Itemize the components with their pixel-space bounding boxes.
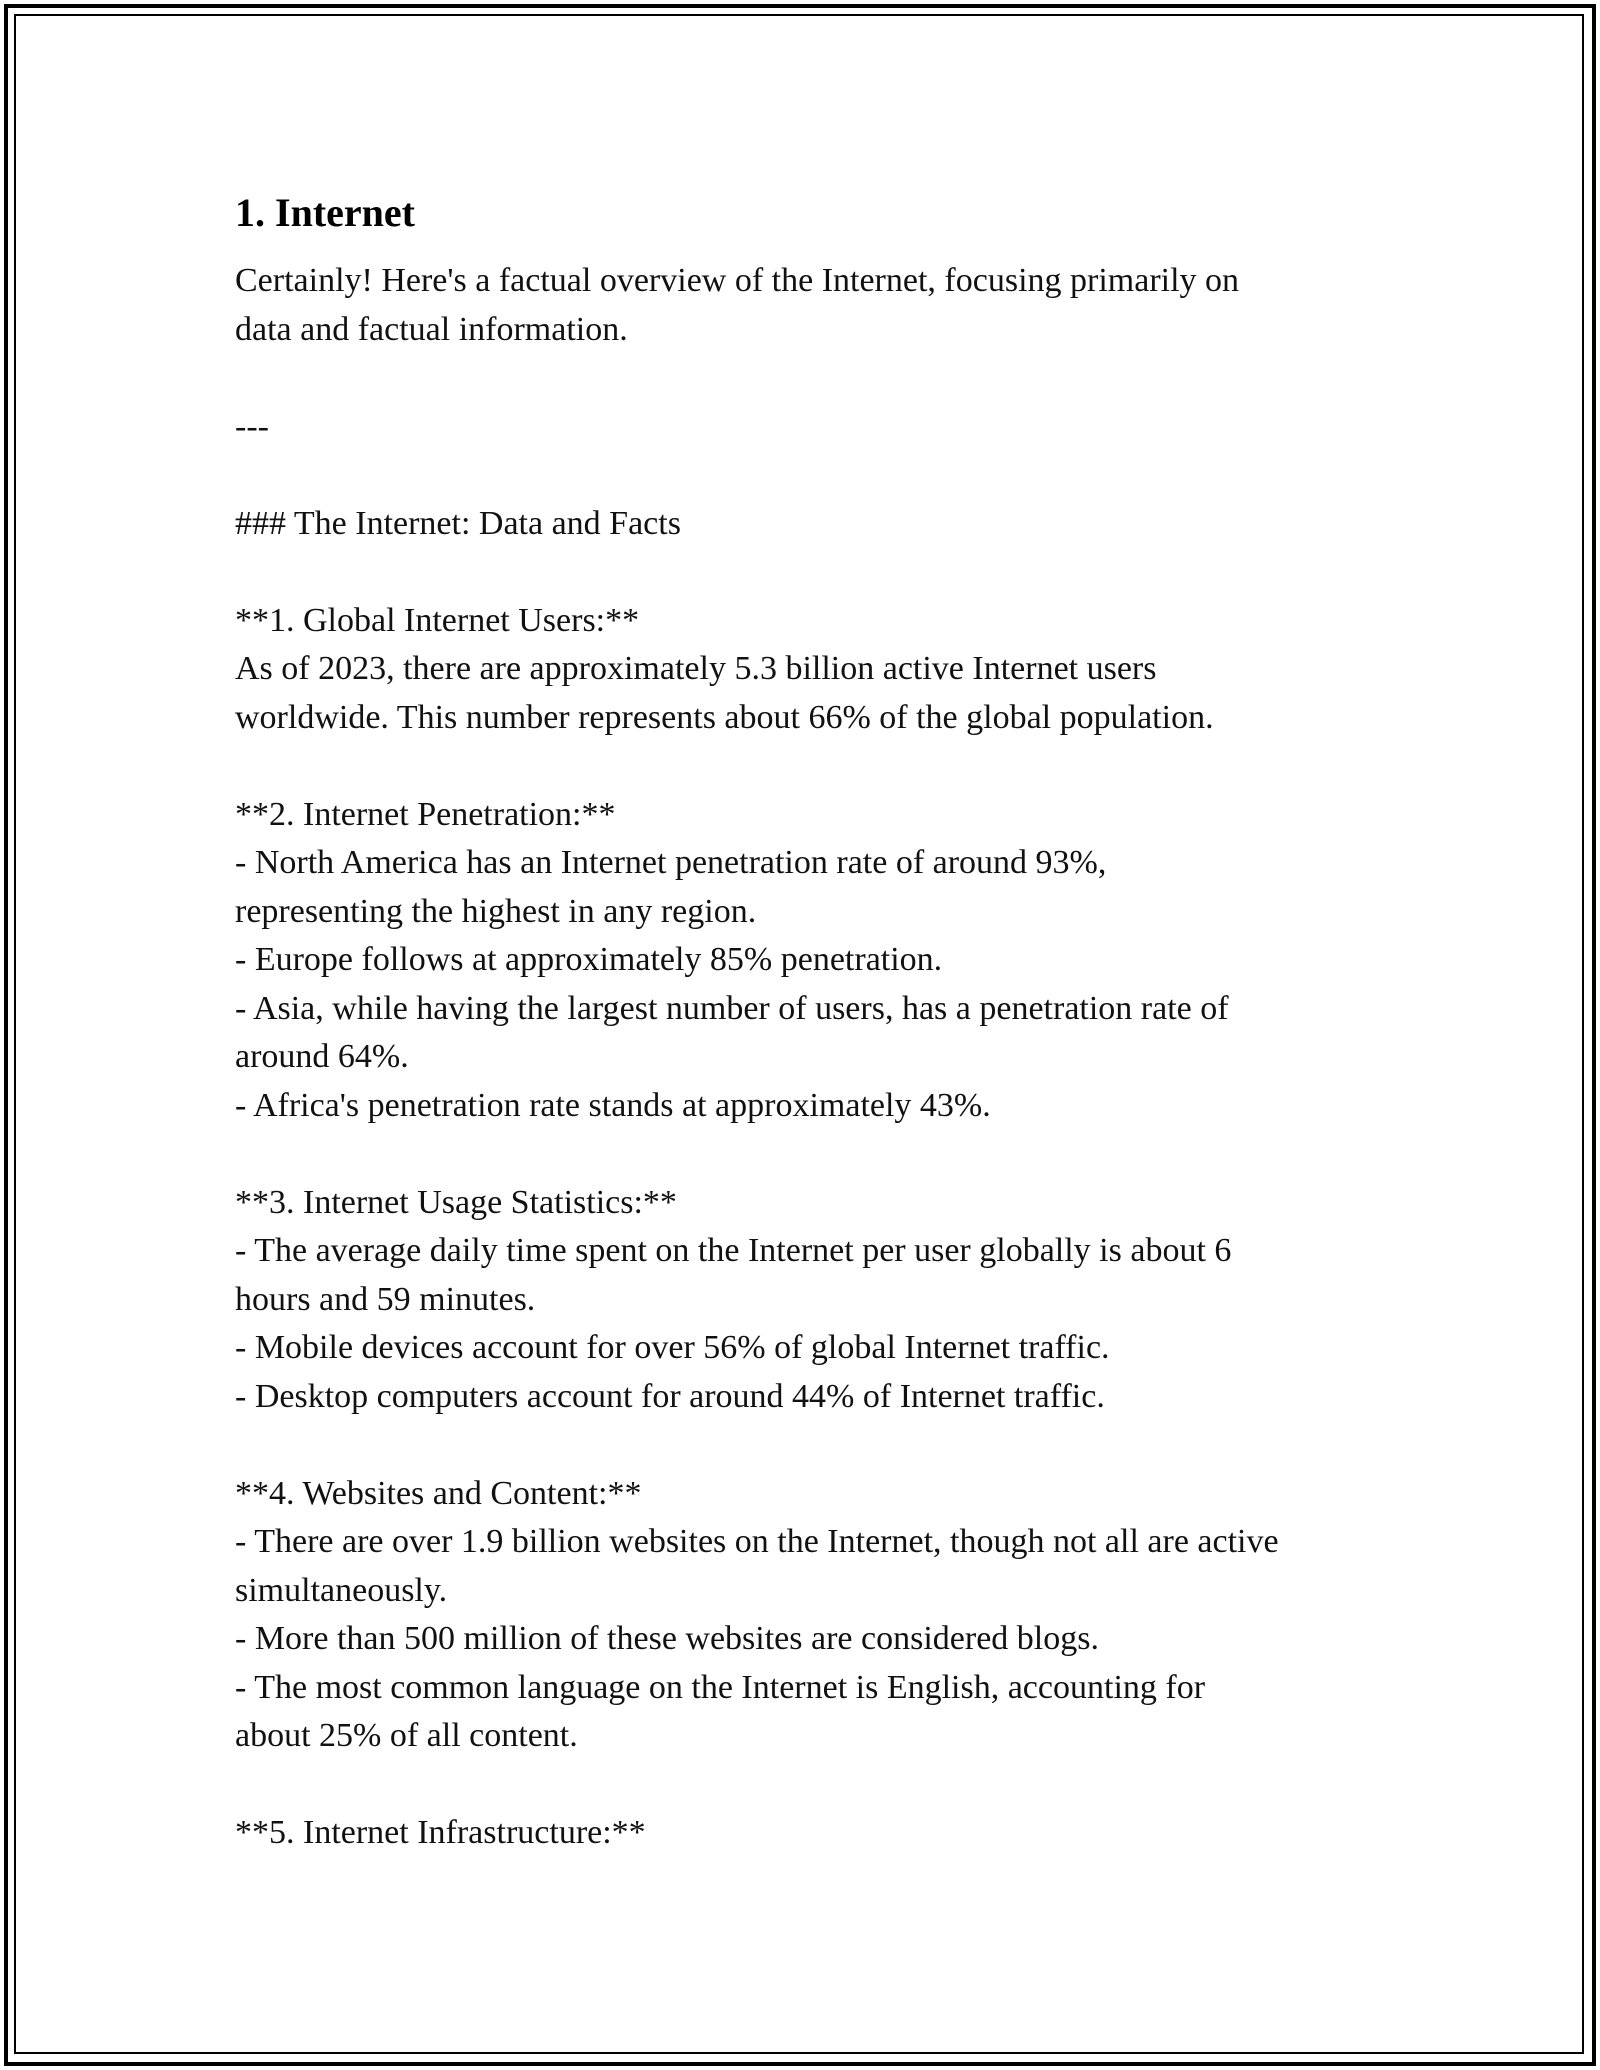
document-title: 1. Internet [235,190,415,235]
blank-line [235,548,1395,597]
body-line: Certainly! Here's a factual overview of the Internet, focusing primarily on [235,262,1240,299]
list-item: - Desktop computers account for around 44% of Internet traffic. [235,1377,1105,1415]
subsection-heading-penetration: **2. Internet Penetration:** [235,795,616,833]
list-item: - The most common language on the Internet is English, accounting for [235,1668,1206,1706]
separator-line: --- [235,407,269,445]
list-item: - There are over 1.9 billion websites on the Internet, though not all are active [235,1523,1279,1560]
list-item: - Africa's penetration rate stands at approximately 43%. [235,1086,991,1124]
list-item: - Europe follows at approximately 85% penetration. [235,941,943,978]
blank-line [235,354,1395,403]
body-line: data and factual information. [235,310,628,348]
blank-line [235,742,1395,791]
blank-line [235,1130,1395,1179]
subsection-heading-usage: **3. Internet Usage Statistics:** [235,1183,677,1221]
list-item: - Mobile devices account for over 56% of global Internet traffic. [235,1329,1110,1366]
blank-line [235,1761,1395,1810]
list-item: - More than 500 million of these websites are considered blogs. [235,1620,1099,1657]
list-item-continuation: simultaneously. [235,1571,448,1609]
blank-line [235,1421,1395,1470]
list-item-continuation: about 25% of all content. [235,1717,578,1754]
list-item: - North America has an Internet penetration rate of around 93%, [235,844,1107,881]
list-item: - Asia, while having the largest number of users, has a penetration rate of [235,989,1229,1027]
body-line: worldwide. This number represents about 66% of the global population. [235,698,1214,736]
document-body [235,257,1395,1858]
blank-line [235,451,1395,500]
list-item: - The average daily time spent on the Internet per user globally is about 6 [235,1232,1232,1269]
document-content [235,185,1395,1858]
subsection-heading-websites: **4. Websites and Content:** [235,1474,642,1512]
body-line: As of 2023, there are approximately 5.3 billion active Internet users [235,650,1157,687]
list-item-continuation: around 64%. [235,1038,409,1075]
subsection-heading-global-users: **1. Global Internet Users:** [235,601,640,639]
list-item-continuation: representing the highest in any region. [235,892,757,930]
list-item-continuation: hours and 59 minutes. [235,1280,536,1318]
section-heading: ### The Internet: Data and Facts [235,504,681,542]
subsection-heading-infrastructure: **5. Internet Infrastructure:** [235,1814,646,1851]
